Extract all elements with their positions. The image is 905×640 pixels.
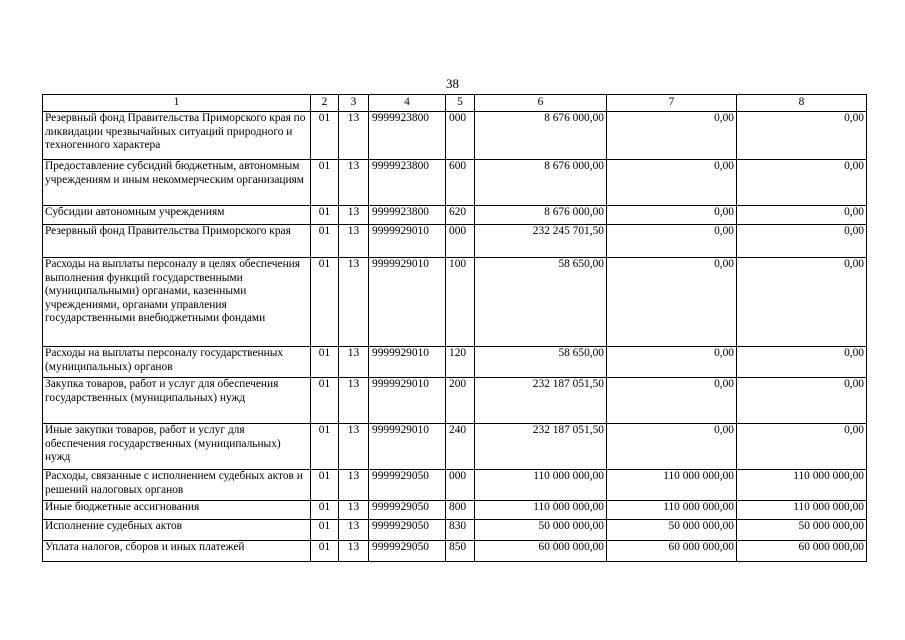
table-row bbox=[43, 520, 867, 541]
section-code-cell: 01 bbox=[311, 378, 339, 424]
expense-type-cell: 240 bbox=[446, 424, 475, 470]
table-row bbox=[43, 206, 867, 225]
target-article-cell: 9999929050 bbox=[369, 501, 446, 520]
table-row bbox=[43, 470, 867, 501]
amount-col8-cell: 0,00 bbox=[737, 206, 867, 225]
row-name-cell: Иные закупки товаров, работ и услуг для обеспечения государственных (муниципальных) нужд bbox=[43, 424, 311, 470]
table-row bbox=[43, 501, 867, 520]
row-name-cell: Резервный фонд Правительства Приморского края bbox=[43, 225, 311, 258]
subsection-code-cell: 13 bbox=[339, 206, 369, 225]
page-number: 38 bbox=[446, 76, 459, 91]
section-code-cell: 01 bbox=[311, 501, 339, 520]
amount-col6-cell: 232 187 051,50 bbox=[475, 424, 607, 470]
amount-col7-cell: 0,00 bbox=[607, 225, 737, 258]
column-header-6: 6 bbox=[475, 95, 607, 112]
subsection-code-cell: 13 bbox=[339, 378, 369, 424]
target-article-cell: 9999929050 bbox=[369, 541, 446, 562]
amount-col7-cell: 110 000 000,00 bbox=[607, 501, 737, 520]
amount-col7-cell: 0,00 bbox=[607, 347, 737, 378]
column-header-2: 2 bbox=[311, 95, 339, 112]
subsection-code-cell: 13 bbox=[339, 501, 369, 520]
section-code-cell: 01 bbox=[311, 258, 339, 347]
amount-col7-cell: 60 000 000,00 bbox=[607, 541, 737, 562]
subsection-code-cell: 13 bbox=[339, 520, 369, 541]
expense-type-cell: 800 bbox=[446, 501, 475, 520]
expense-type-cell: 620 bbox=[446, 206, 475, 225]
section-code-cell: 01 bbox=[311, 424, 339, 470]
expense-type-cell: 850 bbox=[446, 541, 475, 562]
column-header-8: 8 bbox=[737, 95, 867, 112]
row-name-cell: Предоставление субсидий бюджетным, автономным учреждениям и иным некоммерческим организациям bbox=[43, 160, 311, 206]
subsection-code-cell: 13 bbox=[339, 347, 369, 378]
table-row bbox=[43, 112, 867, 160]
subsection-code-cell: 13 bbox=[339, 160, 369, 206]
subsection-code-cell: 13 bbox=[339, 541, 369, 562]
amount-col7-cell: 0,00 bbox=[607, 160, 737, 206]
amount-col8-cell: 110 000 000,00 bbox=[737, 501, 867, 520]
amount-col6-cell: 232 187 051,50 bbox=[475, 378, 607, 424]
table-row bbox=[43, 160, 867, 206]
column-header-4: 4 bbox=[369, 95, 446, 112]
row-name-cell: Расходы, связанные с исполнением судебных актов и решений налоговых органов bbox=[43, 470, 311, 501]
expense-type-cell: 120 bbox=[446, 347, 475, 378]
target-article-cell: 9999923800 bbox=[369, 112, 446, 160]
target-article-cell: 9999923800 bbox=[369, 160, 446, 206]
table-row bbox=[43, 541, 867, 562]
table-row bbox=[43, 378, 867, 424]
amount-col6-cell: 58 650,00 bbox=[475, 258, 607, 347]
expense-type-cell: 200 bbox=[446, 378, 475, 424]
column-header-3: 3 bbox=[339, 95, 369, 112]
subsection-code-cell: 13 bbox=[339, 470, 369, 501]
target-article-cell: 9999929010 bbox=[369, 378, 446, 424]
amount-col8-cell: 0,00 bbox=[737, 112, 867, 160]
expense-type-cell: 000 bbox=[446, 225, 475, 258]
row-name-cell: Субсидии автономным учреждениям bbox=[43, 206, 311, 225]
row-name-cell: Резервный фонд Правительства Приморского края по ликвидации чрезвычайных ситуаций природного и техногенного характера bbox=[43, 112, 311, 160]
subsection-code-cell: 13 bbox=[339, 424, 369, 470]
table-row bbox=[43, 225, 867, 258]
amount-col8-cell: 0,00 bbox=[737, 424, 867, 470]
amount-col8-cell: 0,00 bbox=[737, 347, 867, 378]
amount-col6-cell: 50 000 000,00 bbox=[475, 520, 607, 541]
row-name-cell: Исполнение судебных актов bbox=[43, 520, 311, 541]
row-name-cell: Расходы на выплаты персоналу в целях обеспечения выполнения функций государственными (муниципальными) органами, казенными учреждениями, органами управления государственными внебюджетными фондами bbox=[43, 258, 311, 347]
row-name-cell: Уплата налогов, сборов и иных платежей bbox=[43, 541, 311, 562]
expense-type-cell: 000 bbox=[446, 470, 475, 501]
amount-col6-cell: 110 000 000,00 bbox=[475, 501, 607, 520]
table-row bbox=[43, 424, 867, 470]
column-header-5: 5 bbox=[446, 95, 475, 112]
amount-col8-cell: 110 000 000,00 bbox=[737, 470, 867, 501]
amount-col6-cell: 8 676 000,00 bbox=[475, 206, 607, 225]
column-header-1: 1 bbox=[43, 95, 311, 112]
header-row bbox=[43, 95, 867, 112]
amount-col6-cell: 232 245 701,50 bbox=[475, 225, 607, 258]
target-article-cell: 9999929010 bbox=[369, 225, 446, 258]
row-name-cell: Иные бюджетные ассигнования bbox=[43, 501, 311, 520]
budget-table bbox=[42, 94, 867, 562]
amount-col6-cell: 8 676 000,00 bbox=[475, 112, 607, 160]
row-name-cell: Расходы на выплаты персоналу государственных (муниципальных) органов bbox=[43, 347, 311, 378]
section-code-cell: 01 bbox=[311, 206, 339, 225]
amount-col6-cell: 58 650,00 bbox=[475, 347, 607, 378]
amount-col7-cell: 0,00 bbox=[607, 378, 737, 424]
expense-type-cell: 000 bbox=[446, 112, 475, 160]
amount-col8-cell: 60 000 000,00 bbox=[737, 541, 867, 562]
target-article-cell: 9999929050 bbox=[369, 520, 446, 541]
table-row bbox=[43, 258, 867, 347]
amount-col7-cell: 110 000 000,00 bbox=[607, 470, 737, 501]
target-article-cell: 9999929010 bbox=[369, 347, 446, 378]
amount-col6-cell: 110 000 000,00 bbox=[475, 470, 607, 501]
section-code-cell: 01 bbox=[311, 541, 339, 562]
target-article-cell: 9999929010 bbox=[369, 424, 446, 470]
section-code-cell: 01 bbox=[311, 470, 339, 501]
amount-col7-cell: 0,00 bbox=[607, 258, 737, 347]
amount-col8-cell: 0,00 bbox=[737, 160, 867, 206]
column-header-7: 7 bbox=[607, 95, 737, 112]
target-article-cell: 9999929050 bbox=[369, 470, 446, 501]
section-code-cell: 01 bbox=[311, 520, 339, 541]
amount-col7-cell: 50 000 000,00 bbox=[607, 520, 737, 541]
amount-col7-cell: 0,00 bbox=[607, 112, 737, 160]
amount-col8-cell: 0,00 bbox=[737, 258, 867, 347]
section-code-cell: 01 bbox=[311, 225, 339, 258]
table-row bbox=[43, 347, 867, 378]
target-article-cell: 9999929010 bbox=[369, 258, 446, 347]
amount-col7-cell: 0,00 bbox=[607, 424, 737, 470]
section-code-cell: 01 bbox=[311, 112, 339, 160]
amount-col6-cell: 8 676 000,00 bbox=[475, 160, 607, 206]
amount-col8-cell: 0,00 bbox=[737, 378, 867, 424]
expense-type-cell: 600 bbox=[446, 160, 475, 206]
section-code-cell: 01 bbox=[311, 160, 339, 206]
expense-type-cell: 830 bbox=[446, 520, 475, 541]
amount-col7-cell: 0,00 bbox=[607, 206, 737, 225]
amount-col8-cell: 50 000 000,00 bbox=[737, 520, 867, 541]
subsection-code-cell: 13 bbox=[339, 112, 369, 160]
section-code-cell: 01 bbox=[311, 347, 339, 378]
subsection-code-cell: 13 bbox=[339, 258, 369, 347]
subsection-code-cell: 13 bbox=[339, 225, 369, 258]
row-name-cell: Закупка товаров, работ и услуг для обеспечения государственных (муниципальных) нужд bbox=[43, 378, 311, 424]
amount-col8-cell: 0,00 bbox=[737, 225, 867, 258]
target-article-cell: 9999923800 bbox=[369, 206, 446, 225]
amount-col6-cell: 60 000 000,00 bbox=[475, 541, 607, 562]
expense-type-cell: 100 bbox=[446, 258, 475, 347]
